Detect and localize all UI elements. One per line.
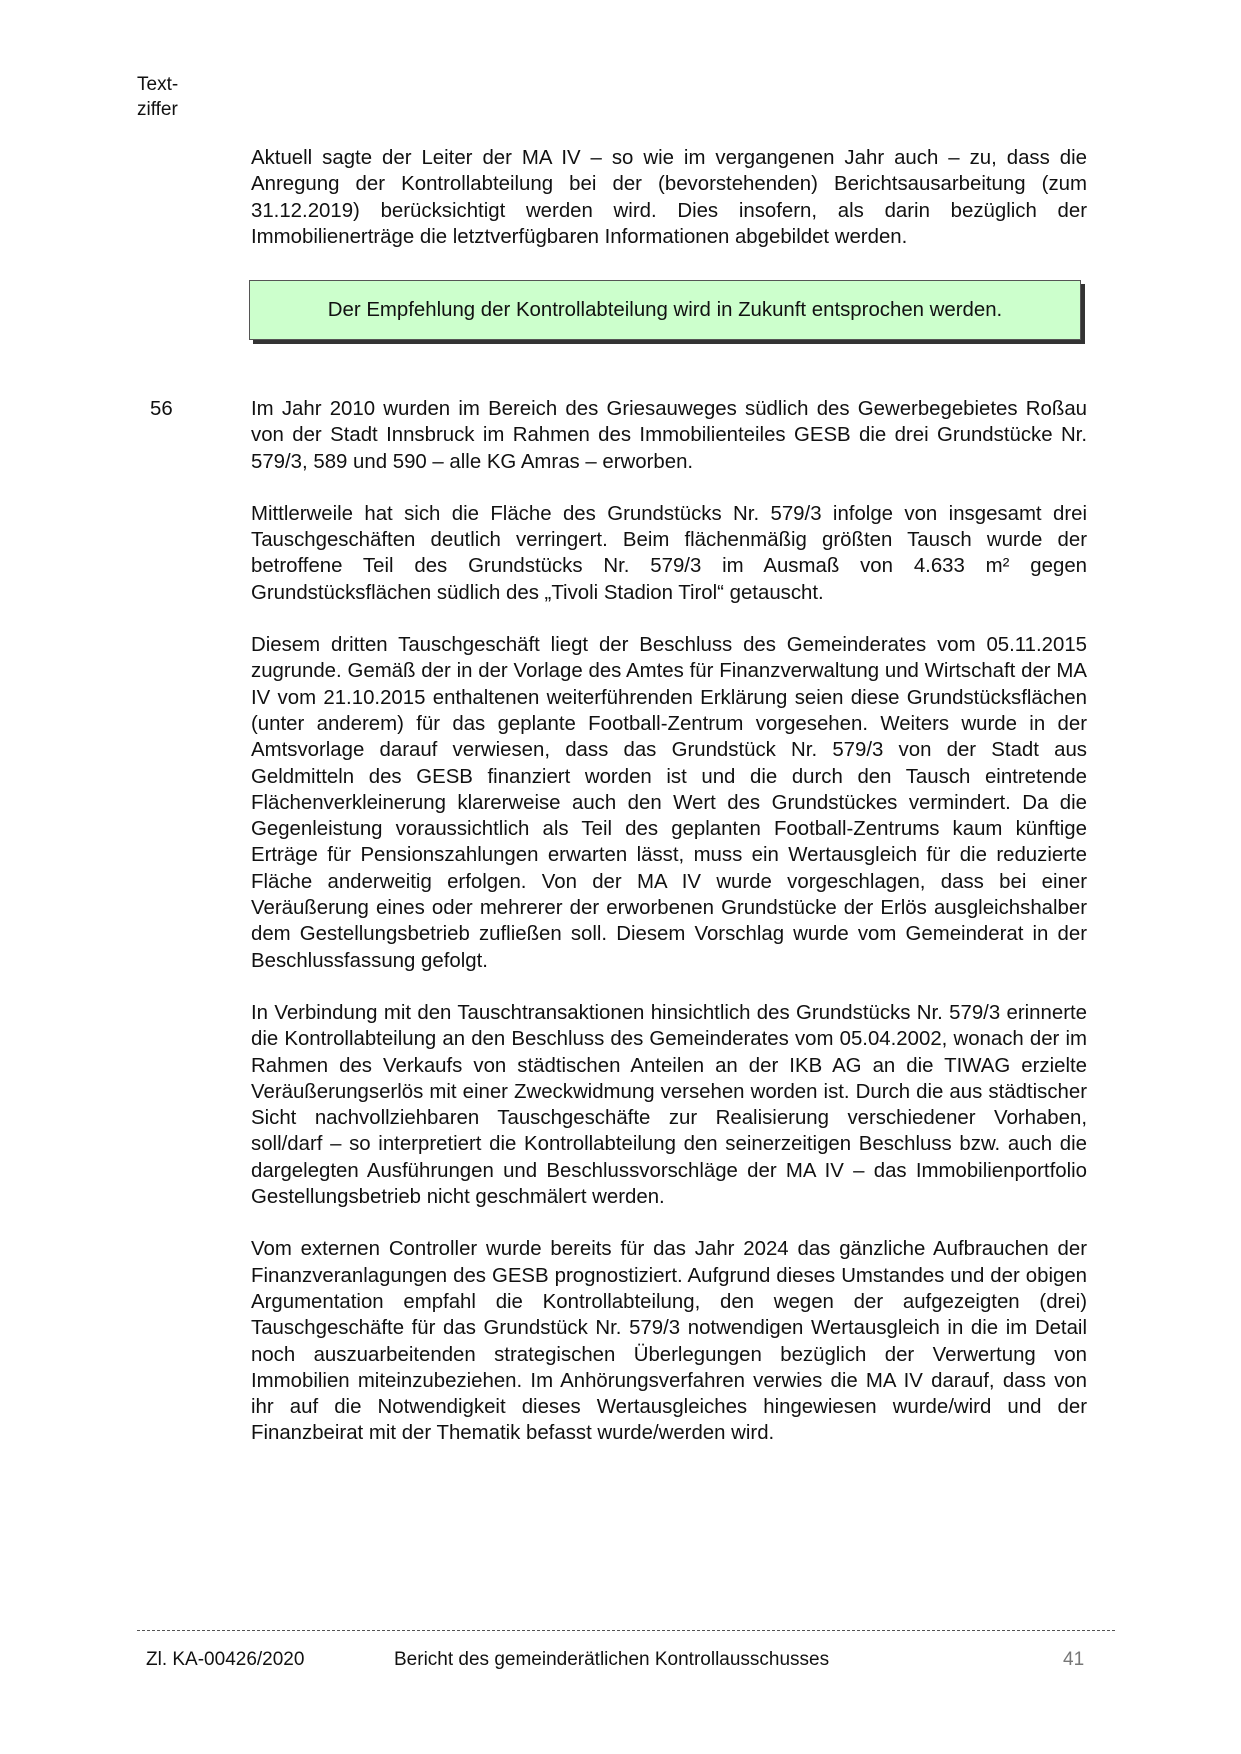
recommendation-callout <box>249 280 1081 340</box>
margin-label-line-1: Text- <box>137 74 179 95</box>
section-body <box>251 396 1087 1447</box>
intro-paragraph: Aktuell sagte der Leiter der MA IV – so wie im vergangenen Jahr auch – zu, dass die Anregung der Kontrollabteilung bei der (bevorstehenden) Berichtsausarbeitung (zum 31.12.2019) berücksichtigt werden wird. Dies insofern, als darin bezüglich der Immobilienerträge die letztverfügbaren Informationen abgebildet werden. <box>251 147 1087 248</box>
footer-title: Bericht des gemeinderätlichen Kontrollausschusses <box>394 1649 830 1670</box>
section-paragraph-4: In Verbindung mit den Tauschtransaktionen hinsichtlich des Grundstücks Nr. 579/3 erinnerte die Kontrollabteilung an den Beschluss des Gemeinderates vom 05.04.2002, wonach der im Rahmen des Verkaufs von städtischen Anteilen an der IKB AG an die TIWAG erzielte Veräußerungserlös mit einer Zweckwidmung versehen worden ist. Durch die aus städtischer Sicht nachvollziehbaren Tauschgeschäfte zur Realisierung verschiedener Vorhaben, soll/darf – so interpretiert die Kontrollabteilung den seinerzeitigen Beschluss bzw. auch die dargelegten Ausführungen und Beschlussvorschläge der MA IV – das Immobilienportfolio Gestellungsbetrieb nicht geschmälert werden. <box>251 1001 1087 1209</box>
intro-block <box>251 145 1087 250</box>
section-paragraph-5: Vom externen Controller wurde bereits für das Jahr 2024 das gänzliche Aufbrauchen der Finanzveranlagungen des GESB prognostiziert. Aufgrund dieses Umstandes und der obigen Argumentation empfahl die Kontrollabteilung, den wegen der aufgezeigten (drei) Tauschgeschäfte für das Grundstück Nr. 579/3 notwendigen Wertausgleich in die im Detail noch auszuarbeitenden strategischen Überlegungen bezüglich der Verwertung von Immobilien miteinzubeziehen. Im Anhörungsverfahren verwies die MA IV darauf, dass von ihr auf die Notwendigkeit dieses Wertausgleiches hingewiesen wurde/wird und der Finanzbeirat mit der Thematik befasst wurde/werden wird. <box>251 1238 1087 1445</box>
page-number: 41 <box>1063 1649 1085 1670</box>
callout-text: Der Empfehlung der Kontrollabteilung wird in Zukunft entsprochen werden. <box>327 298 1003 321</box>
footer-reference: Zl. KA-00426/2020 <box>146 1649 305 1670</box>
footer-divider <box>137 1630 1115 1631</box>
section-paragraph-3: Diesem dritten Tauschgeschäft liegt der Beschluss des Gemeinderates vom 05.11.2015 zugrunde. Gemäß der in der Vorlage des Amtes für Finanzverwaltung und Wirtschaft der MA IV vom 21.10.2015 enthaltenen weiterführenden Erklärung seien diese Grundstücksflächen (unter anderem) für das geplante Football-Zentrum vorgesehen. Weiters wurde in der Amtsvorlage darauf verwiesen, dass das Grundstück Nr. 579/3 von der Stadt aus Geldmitteln des GESB finanziert worden ist und die durch den Tausch eintretende Flächenverkleinerung klarerweise auch den Wert des Grundstückes vermindert. Da die Gegenleistung voraussichtlich als Teil des geplanten Football-Zentrums kaum künftige Erträge für Pensionszahlungen erwarten lässt, muss ein Wertausgleich für die reduzierte Fläche anderweitig erfolgen. Von der MA IV wurde vorgeschlagen, dass bei einer Veräußerung eines oder mehrerer der erworbenen Grundstücke der Erlös ausgleichshalber dem Gestellungsbetrieb zufließen soll. Diesem Vorschlag wurde vom Gemeinderat in der Beschlussfassung gefolgt. <box>251 634 1087 972</box>
margin-label-line-2: ziffer <box>137 99 178 120</box>
margin-label <box>137 72 217 122</box>
section-paragraph-1: Im Jahr 2010 wurden im Bereich des Griesauweges südlich des Gewerbegebietes Roßau von der Stadt Innsbruck im Rahmen des Immobilienteiles GESB die drei Grundstücke Nr. 579/3, 589 und 590 – alle KG Amras – erworben. <box>251 398 1087 473</box>
section-paragraph-2: Mittlerweile hat sich die Fläche des Grundstücks Nr. 579/3 infolge von insgesamt drei Tauschgeschäften deutlich verringert. Beim flächenmäßig größten Tausch wurde der betroffene Teil des Grundstücks Nr. 579/3 im Ausmaß von 4.633 m² gegen Grundstücksflächen südlich des „Tivoli Stadion Tirol“ getauscht. <box>251 502 1087 604</box>
section-number: 56 <box>150 398 173 420</box>
